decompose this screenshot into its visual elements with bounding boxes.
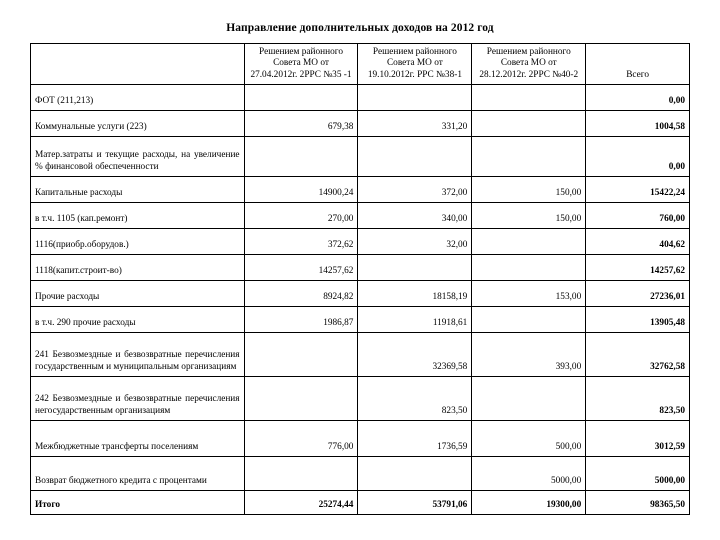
page-title: Направление дополнительных доходов на 2012 год: [226, 22, 494, 34]
row-value-1: [244, 84, 358, 110]
row-value-1: [244, 376, 358, 420]
table-row: [31, 332, 690, 376]
row-label: Капитальные расходы: [31, 176, 245, 202]
row-total: 823,50: [586, 376, 690, 420]
table-row: [31, 376, 690, 420]
row-value-3: [472, 376, 586, 420]
row-total: 14257,62: [586, 254, 690, 280]
row-value-3: 393,00: [472, 332, 586, 376]
row-label: в т.ч. 290 прочие расходы: [31, 306, 245, 332]
row-value-3: [472, 84, 586, 110]
row-value-3: 5000,00: [472, 456, 586, 490]
row-value-1: 1986,87: [244, 306, 358, 332]
row-label: Матер.затраты и текущие расходы, на увеличение % финансовой обеспеченности: [31, 136, 245, 176]
row-value-2: 32,00: [358, 228, 472, 254]
table-row: [31, 306, 690, 332]
row-value-1: [244, 456, 358, 490]
row-total: 1004,58: [586, 110, 690, 136]
row-value-2: 32369,58: [358, 332, 472, 376]
row-total: 15422,24: [586, 176, 690, 202]
row-label: Коммунальные услуги (223): [31, 110, 245, 136]
table-row: [31, 202, 690, 228]
table-header: [31, 44, 690, 85]
row-label: 1118(капит.строит-во): [31, 254, 245, 280]
table-row: [31, 228, 690, 254]
row-value-1: 14900,24: [244, 176, 358, 202]
table-row: [31, 136, 690, 176]
row-value-1: 25274,44: [244, 490, 358, 514]
row-total: 27236,01: [586, 280, 690, 306]
row-value-2: 18158,19: [358, 280, 472, 306]
row-label: Межбюджетные трансферты поселениям: [31, 420, 245, 456]
row-value-3: 153,00: [472, 280, 586, 306]
row-label: в т.ч. 1105 (кап.ремонт): [31, 202, 245, 228]
row-total: 13905,48: [586, 306, 690, 332]
row-value-3: 500,00: [472, 420, 586, 456]
row-value-2: 11918,61: [358, 306, 472, 332]
row-label: 241 Безвозмездные и безвозвратные перечисления государственным и муниципальным организациям: [31, 332, 245, 376]
table-row: [31, 176, 690, 202]
row-value-1: [244, 136, 358, 176]
row-value-1: 14257,62: [244, 254, 358, 280]
row-total: 3012,59: [586, 420, 690, 456]
row-value-2: [358, 136, 472, 176]
row-value-2: 823,50: [358, 376, 472, 420]
row-total: 98365,50: [586, 490, 690, 514]
row-value-3: [472, 306, 586, 332]
row-value-1: 372,62: [244, 228, 358, 254]
row-label: 242 Безвозмездные и безвозвратные перечисления негосударственным организациям: [31, 376, 245, 420]
row-label: Итого: [31, 490, 245, 514]
table-row: [31, 420, 690, 456]
table-row: [31, 280, 690, 306]
row-label: Возврат бюджетного кредита с процентами: [31, 456, 245, 490]
row-value-2: [358, 84, 472, 110]
row-total: 404,62: [586, 228, 690, 254]
row-value-1: 270,00: [244, 202, 358, 228]
row-label: 1116(приобр.оборудов.): [31, 228, 245, 254]
row-value-2: [358, 254, 472, 280]
header-cell-decision-2: Решением районного Совета МО от 19.10.2012г. РРС №38-1: [358, 44, 472, 85]
header-cell-decision-1: Решением районного Совета МО от 27.04.2012г. 2РРС №35 -1: [244, 44, 358, 85]
table-row: [31, 84, 690, 110]
row-value-1: [244, 332, 358, 376]
header-cell-total: Всего: [586, 44, 690, 85]
table-row: [31, 254, 690, 280]
row-total: 5000,00: [586, 456, 690, 490]
header-cell-blank: [31, 44, 245, 85]
row-value-3: [472, 110, 586, 136]
row-value-1: 8924,82: [244, 280, 358, 306]
row-value-2: 331,20: [358, 110, 472, 136]
row-value-2: 372,00: [358, 176, 472, 202]
row-value-3: [472, 228, 586, 254]
table-body: [31, 84, 690, 514]
row-value-2: 340,00: [358, 202, 472, 228]
table-row: [31, 110, 690, 136]
table-row: [31, 490, 690, 514]
row-value-1: 679,38: [244, 110, 358, 136]
row-value-3: [472, 254, 586, 280]
row-value-3: 19300,00: [472, 490, 586, 514]
table-header-row: [31, 44, 690, 85]
row-total: 760,00: [586, 202, 690, 228]
row-value-2: 1736,59: [358, 420, 472, 456]
row-label: Прочие расходы: [31, 280, 245, 306]
row-value-3: [472, 136, 586, 176]
row-value-2: [358, 456, 472, 490]
header-cell-decision-3: Решением районного Совета МО от 28.12.2012г. 2РРС №40-2: [472, 44, 586, 85]
row-value-1: 776,00: [244, 420, 358, 456]
row-value-3: 150,00: [472, 202, 586, 228]
row-value-2: 53791,06: [358, 490, 472, 514]
row-value-3: 150,00: [472, 176, 586, 202]
row-total: 0,00: [586, 84, 690, 110]
budget-table: [30, 43, 690, 515]
row-total: 32762,58: [586, 332, 690, 376]
table-row: [31, 456, 690, 490]
row-label: ФОТ (211,213): [31, 84, 245, 110]
row-total: 0,00: [586, 136, 690, 176]
